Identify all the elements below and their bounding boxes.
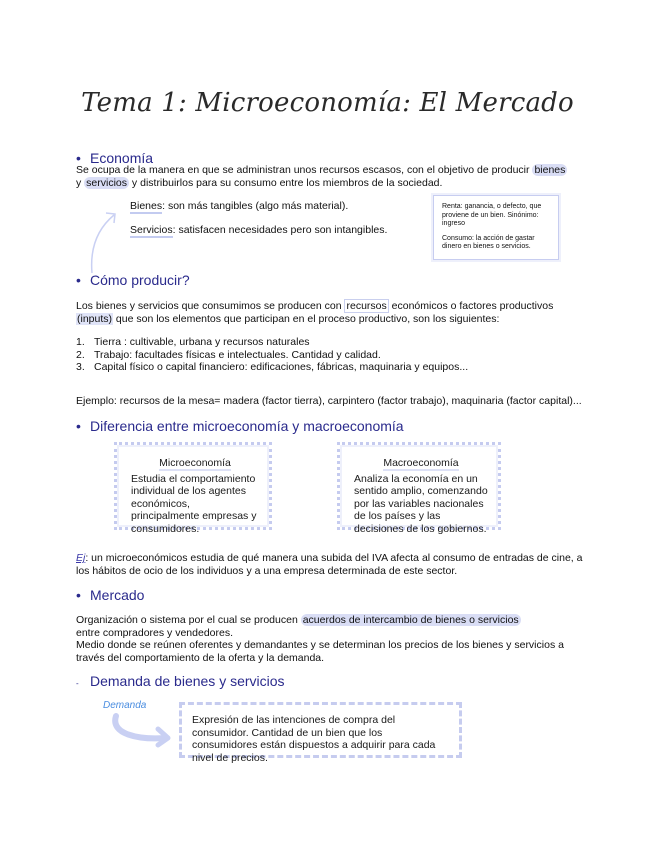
como-producir-paragraph: Los bienes y servicios que consumimos se producen con recursos económicos o factores productivos (inputs) que son los elementos que participan en el proceso productivo, son los siguientes: <box>76 300 554 325</box>
highlight-acuerdos: acuerdos de intercambio de bienes o servicios <box>302 614 519 626</box>
micro-text: Estudia el comportamiento individual de los agentes económicos, principalmente empresas y consumidores. <box>131 472 257 535</box>
bullet-icon: • <box>76 587 81 603</box>
def-servicios: Servicios: satisfacen necesidades pero son intangibles. <box>130 224 388 236</box>
heading-economia: • Economía <box>76 150 154 166</box>
mercado-paragraph: Organización o sistema por el cual se producen acuerdos de intercambio de bienes o servicios entre compradores y vendedores. <box>76 614 519 639</box>
mercado-paragraph-2: Medio donde se reúnen oferentes y demandantes y se determinan los precios de los bienes y servicios a través del comportamiento de la oferta y la demanda. <box>76 639 564 664</box>
highlight-recursos: recursos <box>346 300 387 312</box>
ej-label: Ej <box>76 552 86 564</box>
note-consumo: Consumo: la acción de gastar dinero en bienes o servicios. <box>442 234 535 250</box>
list-item: 2. Trabajo: facultades físicas e intelectuales. Cantidad y calidad. <box>76 348 381 361</box>
list-item: 3. Capital físico o capital financiero: edificaciones, fábricas, maquinaria y equipos... <box>76 361 469 373</box>
curved-arrow-icon <box>84 205 124 275</box>
curved-arrow-icon <box>108 712 178 748</box>
heading-demanda: - Demanda de bienes y servicios <box>76 673 285 689</box>
note-renta: Renta: ganancia, o defecto, que proviene de un bien. Sinónimo: ingreso <box>442 203 542 227</box>
side-note-box <box>433 195 559 260</box>
bullet-icon: • <box>76 150 81 166</box>
bullet-icon: • <box>76 272 81 288</box>
heading-diferencia: • Diferencia entre microeconomía y macroeconomía <box>76 418 404 434</box>
demanda-label: Demanda <box>103 700 147 711</box>
ej-paragraph: Ej: un microeconómicos estudia de qué manera una subida del IVA afecta al consumo de entradas de cine, a los hábitos de ocio de los individuos y a una empresa determinada de este sector. <box>76 552 583 577</box>
macro-title: Macroeconomía <box>383 457 459 469</box>
highlight-inputs: (inputs) <box>77 312 113 325</box>
bullet-icon: • <box>76 418 81 434</box>
macro-box <box>337 442 501 535</box>
factors-list <box>76 336 576 374</box>
bullet-icon: - <box>76 679 79 688</box>
micro-box <box>114 442 272 535</box>
example-text: Ejemplo: recursos de la mesa= madera (factor tierra), carpintero (factor trabajo), maquinaria (factor capital)... <box>76 395 582 407</box>
heading-como-producir: • Cómo producir? <box>76 272 190 288</box>
highlight-servicios: servicios <box>86 176 128 189</box>
economia-paragraph: Se ocupa de la manera en que se administran unos recursos escasos, con el objetivo de producir bienes y servicios y distribuirlos para su consumo entre los miembros de la sociedad. <box>76 164 566 189</box>
macro-text: Analiza la economía en un sentido amplio, comenzando por las variables nacionales de los países y las decisiones de los gobiernos. <box>354 472 488 535</box>
highlight-bienes: bienes <box>534 164 566 176</box>
heading-mercado: • Mercado <box>76 587 145 603</box>
demanda-definition-box: Expresión de las intenciones de compra del consumidor. Cantidad de un bien que los consumidores están dispuestos a adquirir para cada nivel de precios. <box>179 702 462 758</box>
def-bienes: Bienes: son más tangibles (algo más material). <box>130 200 349 212</box>
micro-title: Microeconomía <box>159 457 231 469</box>
list-item: 1. Tierra : cultivable, urbana y recursos naturales <box>76 336 310 348</box>
page-title: Tema 1: Microeconomía: El Mercado <box>81 88 574 118</box>
